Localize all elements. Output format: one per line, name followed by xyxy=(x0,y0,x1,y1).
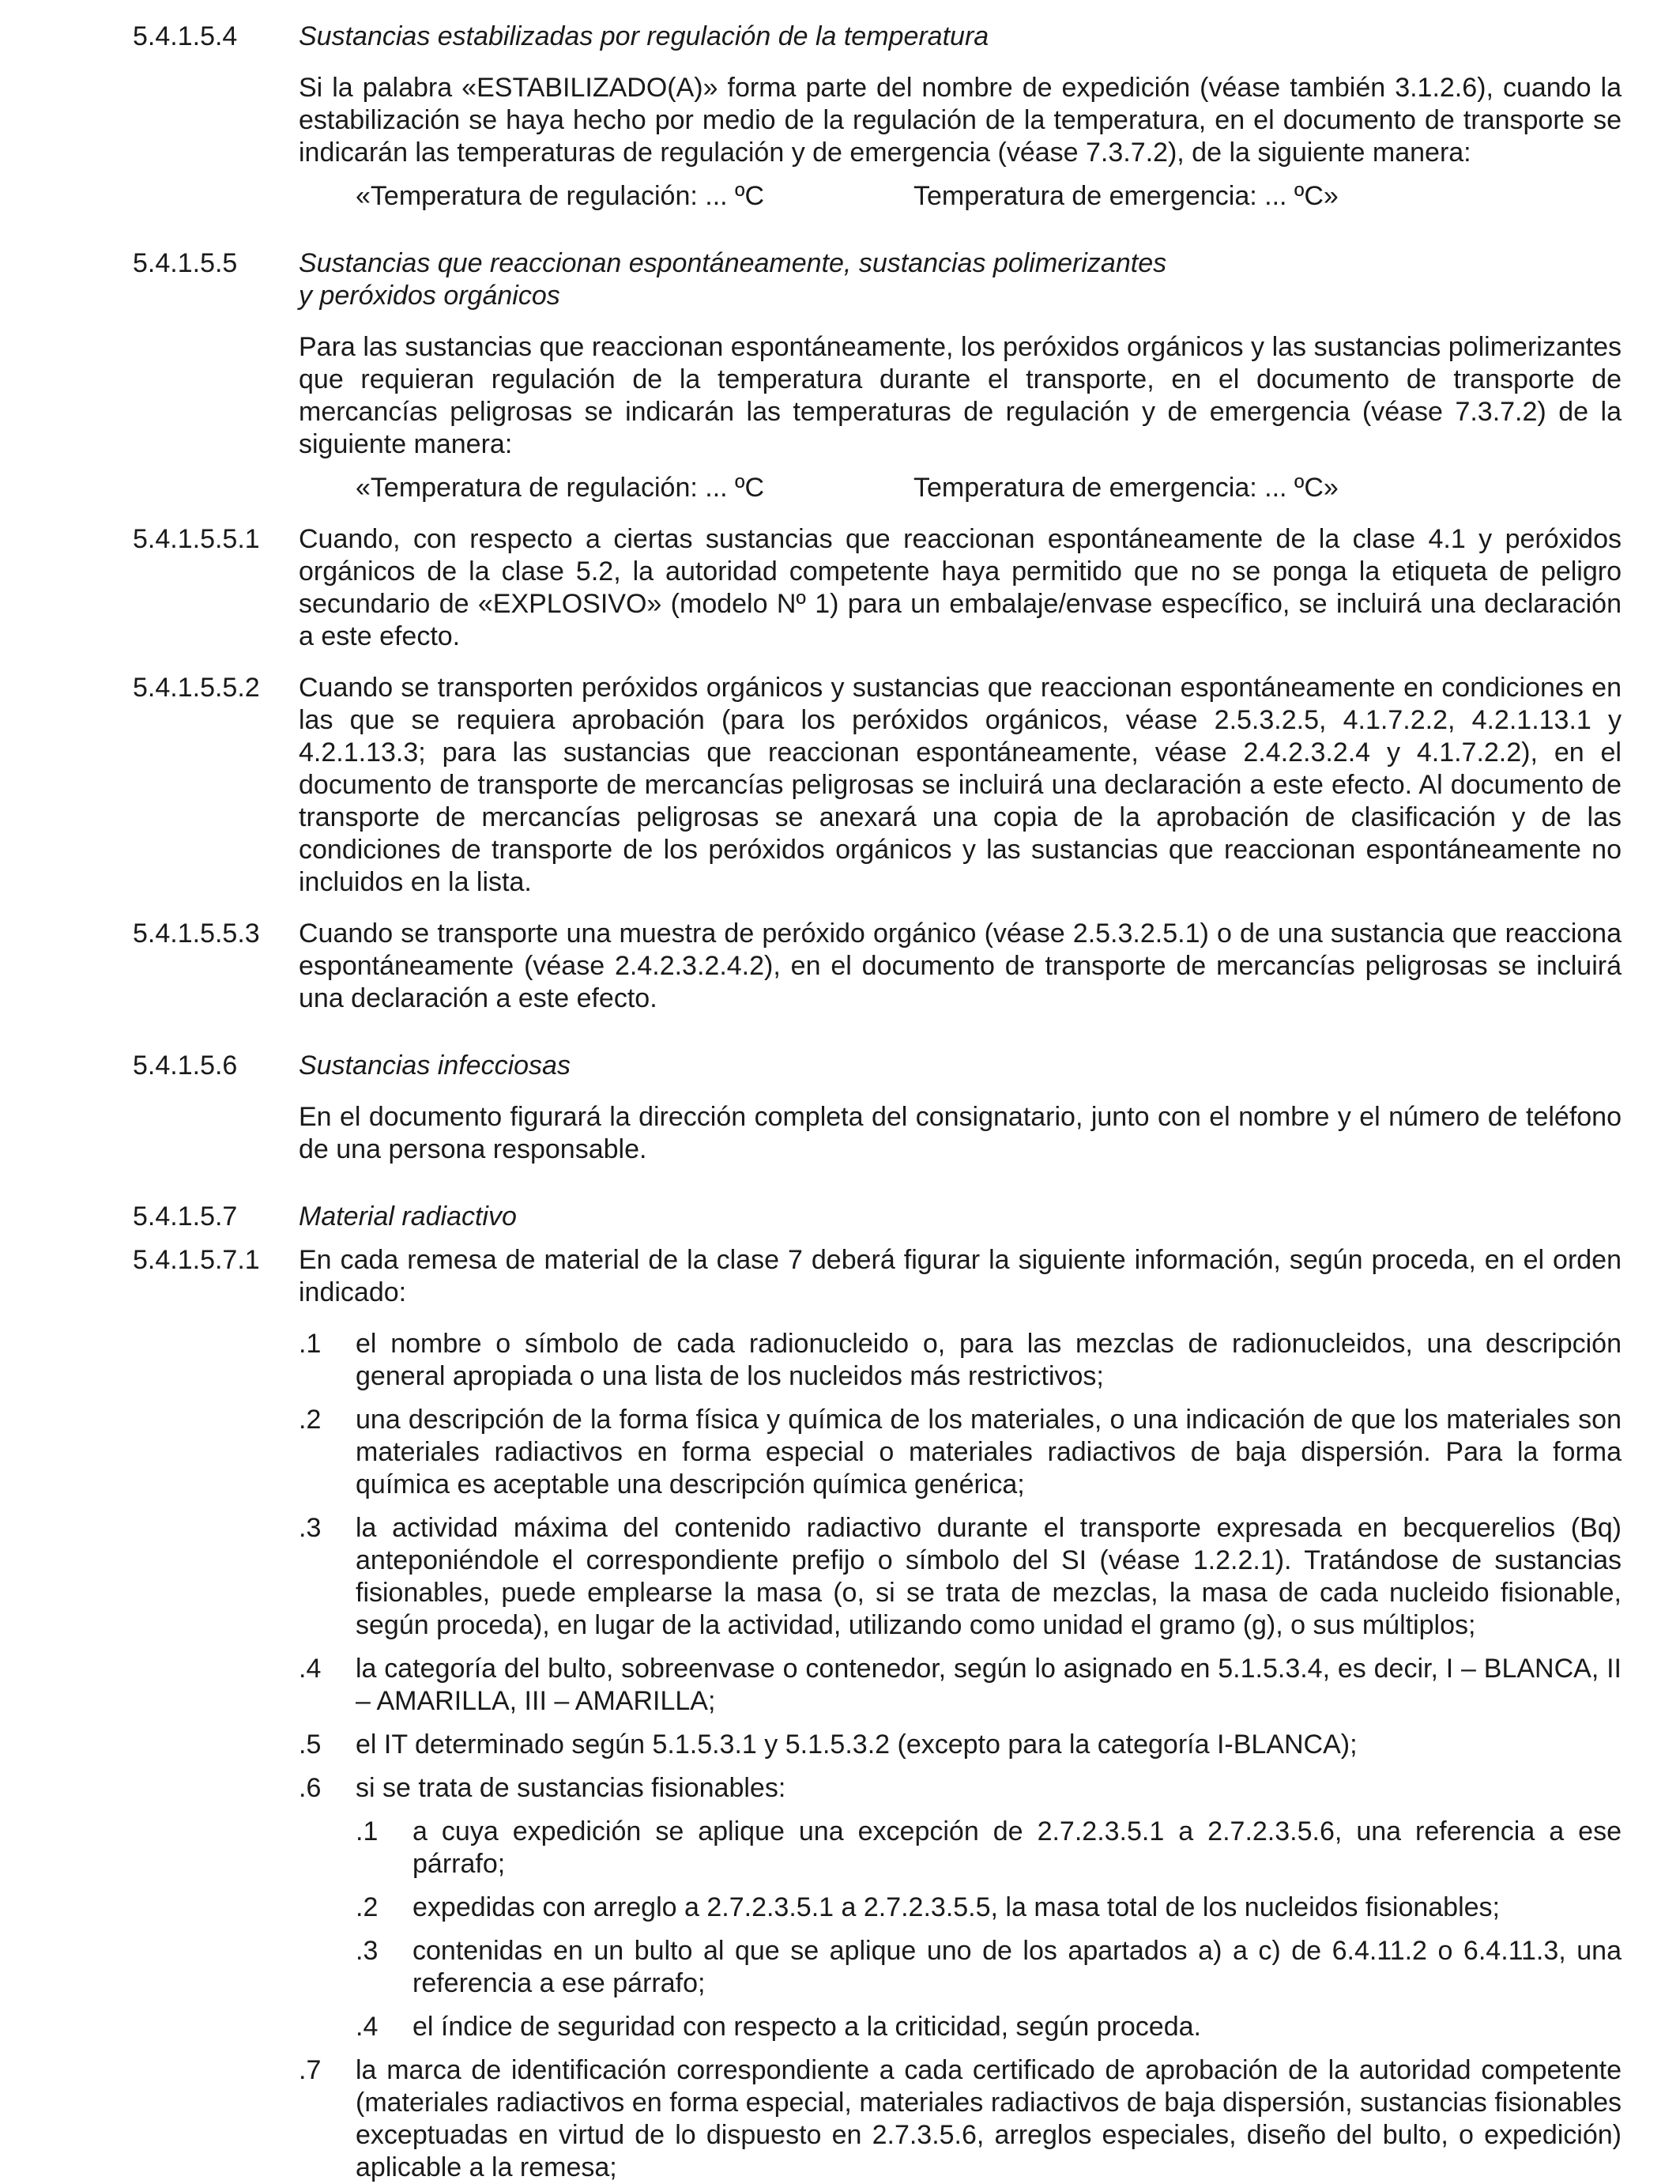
paragraph: En el documento figurará la dirección completa del consignatario, junto con el nombre y el número de teléfono de una persona responsable. xyxy=(299,1102,1622,1164)
list-item-number: .4 xyxy=(299,1654,322,1684)
paragraph: En cada remesa de material de la clase 7 deberá figurar la siguiente información, según proceda, en el orden indicado: xyxy=(299,1245,1622,1307)
section-5-4-1-5-7-1 xyxy=(133,1244,1622,1309)
sub-list-item-text: el índice de seguridad con respecto a la criticidad, según proceda. xyxy=(412,2012,1201,2042)
section-number: 5.4.1.5.5.1 xyxy=(133,524,260,554)
list-item-text: la actividad máxima del contenido radiactivo durante el transporte expresada en becquerelios (Bq) anteponiéndole el correspondiente prefijo o símbolo del SI (véase 1.2.2.1). Tratándose de sustancias fisionables, puede emplearse la masa (o, si se trata de mezclas, la masa de cada nucleido fisionable, según proceda), en lugar de la actividad, utilizando como unidad el gramo (g), o sus múltiplos; xyxy=(356,1513,1622,1640)
section-title xyxy=(299,247,1622,312)
list-item xyxy=(299,1653,1622,1718)
sub-list-item-number: .4 xyxy=(356,2012,379,2042)
list-item-text: si se trata de sustancias fisionables: xyxy=(356,1773,786,1803)
sub-list-item-number: .2 xyxy=(356,1892,379,1922)
list-item-text: una descripción de la forma física y química de los materiales, o una indicación de que los materiales son materiales radiactivos en forma especial o materiales radiactivos de baja dispersión. Para la forma química es aceptable una descripción química genérica; xyxy=(356,1405,1622,1499)
regulation-temperature: «Temperatura de regulación: ... ºC xyxy=(356,473,765,503)
section-5-4-1-5-5-heading xyxy=(133,247,1622,312)
section-title: Sustancias estabilizadas por regulación de la temperatura xyxy=(299,21,989,51)
list-item xyxy=(299,1772,1622,1805)
sub-list-item-number: .1 xyxy=(356,1816,379,1846)
section-number: 5.4.1.5.4 xyxy=(133,21,238,51)
sub-list-item-number: .3 xyxy=(356,1936,379,1966)
sub-list-item xyxy=(356,2011,1622,2043)
paragraph: Si la palabra «ESTABILIZADO(A)» forma parte del nombre de expedición (véase también 3.1.2.6), cuando la estabilización se haya hecho por medio de la regulación de la temperatura, en el documento de transporte se indicarán las temperaturas de regulación y de emergencia (véase 7.3.7.2), de la siguiente manera: xyxy=(299,73,1622,168)
section-title: Sustancias infecciosas xyxy=(299,1051,571,1081)
section-5-4-1-5-5-3 xyxy=(133,918,1622,1015)
paragraph: Cuando se transporte una muestra de peróxido orgánico (véase 2.5.3.2.5.1) o de una sustancia que reacciona espontáneamente (véase 2.4.2.3.2.4.2), en el documento de transporte de mercancías peligrosas se incluirá una declaración a este efecto. xyxy=(299,918,1622,1013)
list-item-number: .1 xyxy=(299,1329,322,1359)
list-item-number: .5 xyxy=(299,1729,322,1760)
sub-list-item xyxy=(356,1935,1622,2000)
list-item-number: .7 xyxy=(299,2055,322,2085)
section-title-line-2: y peróxidos orgánicos xyxy=(299,281,560,311)
paragraph: Cuando, con respecto a ciertas sustancias que reaccionan espontáneamente de la clase 4.1 y peróxidos orgánicos de la clase 5.2, la autoridad competente haya permitido que no se ponga la etiqueta de peligro secundario de «EXPLOSIVO» (modelo Nº 1) para un embalaje/envase específico, se incluirá una declaración a este efecto. xyxy=(299,524,1622,651)
list-item-text: el IT determinado según 5.1.5.3.1 y 5.1.5.3.2 (excepto para la categoría I-BLANCA); xyxy=(356,1729,1358,1760)
section-5-4-1-5-7-heading xyxy=(133,1201,1622,1233)
list-item-text: la categoría del bulto, sobreenvase o contenedor, según lo asignado en 5.1.5.3.4, es decir, I – BLANCA, II – AMARILLA, III – AMARILLA; xyxy=(356,1654,1622,1716)
list-item-number: .3 xyxy=(299,1513,322,1543)
list-item xyxy=(299,1729,1622,1761)
sub-list-item-text: contenidas en un bulto al que se aplique uno de los apartados a) a c) de 6.4.11.2 o 6.4.11.3, una referencia a ese párrafo; xyxy=(412,1936,1622,1998)
section-5-4-1-5-5-paragraph xyxy=(133,331,1622,461)
section-number: 5.4.1.5.7.1 xyxy=(133,1245,260,1275)
list-item-text: la marca de identificación correspondiente a cada certificado de aprobación de la autoridad competente (materiales radiactivos en forma especial, materiales radiactivos de baja dispersión, sustancias fisionables exceptuadas en virtud de lo dispuesto en 2.7.3.5.6, arreglos especiales, diseño del bulto, o expedición) aplicable a la remesa; xyxy=(356,2055,1622,2182)
temperature-line xyxy=(356,472,1383,504)
section-title: Material radiactivo xyxy=(299,1201,517,1232)
emergency-temperature: Temperatura de emergencia: ... ºC» xyxy=(913,473,1339,503)
section-number: 5.4.1.5.5 xyxy=(133,248,238,278)
list-item-number: .6 xyxy=(299,1773,322,1803)
sub-list-item xyxy=(356,1892,1622,1924)
section-number: 5.4.1.5.5.3 xyxy=(133,918,260,949)
section-5-4-1-5-5-1 xyxy=(133,523,1622,653)
list-item xyxy=(299,1404,1622,1501)
regulation-temperature: «Temperatura de regulación: ... ºC xyxy=(356,181,765,211)
section-5-4-1-5-6-heading xyxy=(133,1050,1622,1082)
section-5-4-1-5-5-2 xyxy=(133,672,1622,899)
sub-list-item-text: expedidas con arreglo a 2.7.2.3.5.1 a 2.7.2.3.5.5, la masa total de los nucleidos fisionables; xyxy=(412,1892,1501,1922)
emergency-temperature: Temperatura de emergencia: ... ºC» xyxy=(913,181,1339,211)
paragraph: Para las sustancias que reaccionan espontáneamente, los peróxidos orgánicos y las sustancias polimerizantes que requieran regulación de la temperatura durante el transporte, en el documento de transporte de mercancías peligrosas se indicarán las temperaturas de regulación y de emergencia (véase 7.3.7.2) de la siguiente manera: xyxy=(299,332,1622,459)
list-item-text: el nombre o símbolo de cada radionucleido o, para las mezclas de radionucleidos, una descripción general apropiada o una lista de los nucleidos más restrictivos; xyxy=(356,1329,1622,1391)
section-5-4-1-5-4-heading xyxy=(133,21,1622,53)
section-5-4-1-5-4-paragraph xyxy=(133,72,1622,169)
list-item xyxy=(299,1328,1622,1393)
section-title-line-1: Sustancias que reaccionan espontáneamente, sustancias polimerizantes xyxy=(299,248,1167,278)
section-number: 5.4.1.5.7 xyxy=(133,1201,238,1232)
sub-list-item-text: a cuya expedición se aplique una excepción de 2.7.2.3.5.1 a 2.7.2.3.5.6, una referencia a ese párrafo; xyxy=(412,1816,1622,1879)
list-item xyxy=(299,1512,1622,1642)
section-number: 5.4.1.5.6 xyxy=(133,1051,238,1081)
section-number: 5.4.1.5.5.2 xyxy=(133,673,260,703)
sub-list-item xyxy=(356,1816,1622,1880)
section-5-4-1-5-6-paragraph xyxy=(133,1101,1622,1166)
temperature-line xyxy=(356,180,1383,213)
list-item xyxy=(299,2054,1622,2184)
paragraph: Cuando se transporten peróxidos orgánicos y sustancias que reaccionan espontáneamente en condiciones en las que se requiera aprobación (para los peróxidos orgánicos, véase 2.5.3.2.5, 4.1.7.2.2, 4.2.1.13.1 y 4.2.1.13.3; para las sustancias que reaccionan espontáneamente, véase 2.4.2.3.2.4 y 4.1.7.2.2), en el documento de transporte de mercancías peligrosas se incluirá una declaración a este efecto. Al documento de transporte de mercancías peligrosas se anexará una copia de la aprobación de clasificación y de las condiciones de transporte de los peróxidos orgánicos y las sustancias que reaccionan espontáneamente no incluidos en la lista. xyxy=(299,673,1622,897)
list-item-number: .2 xyxy=(299,1405,322,1435)
